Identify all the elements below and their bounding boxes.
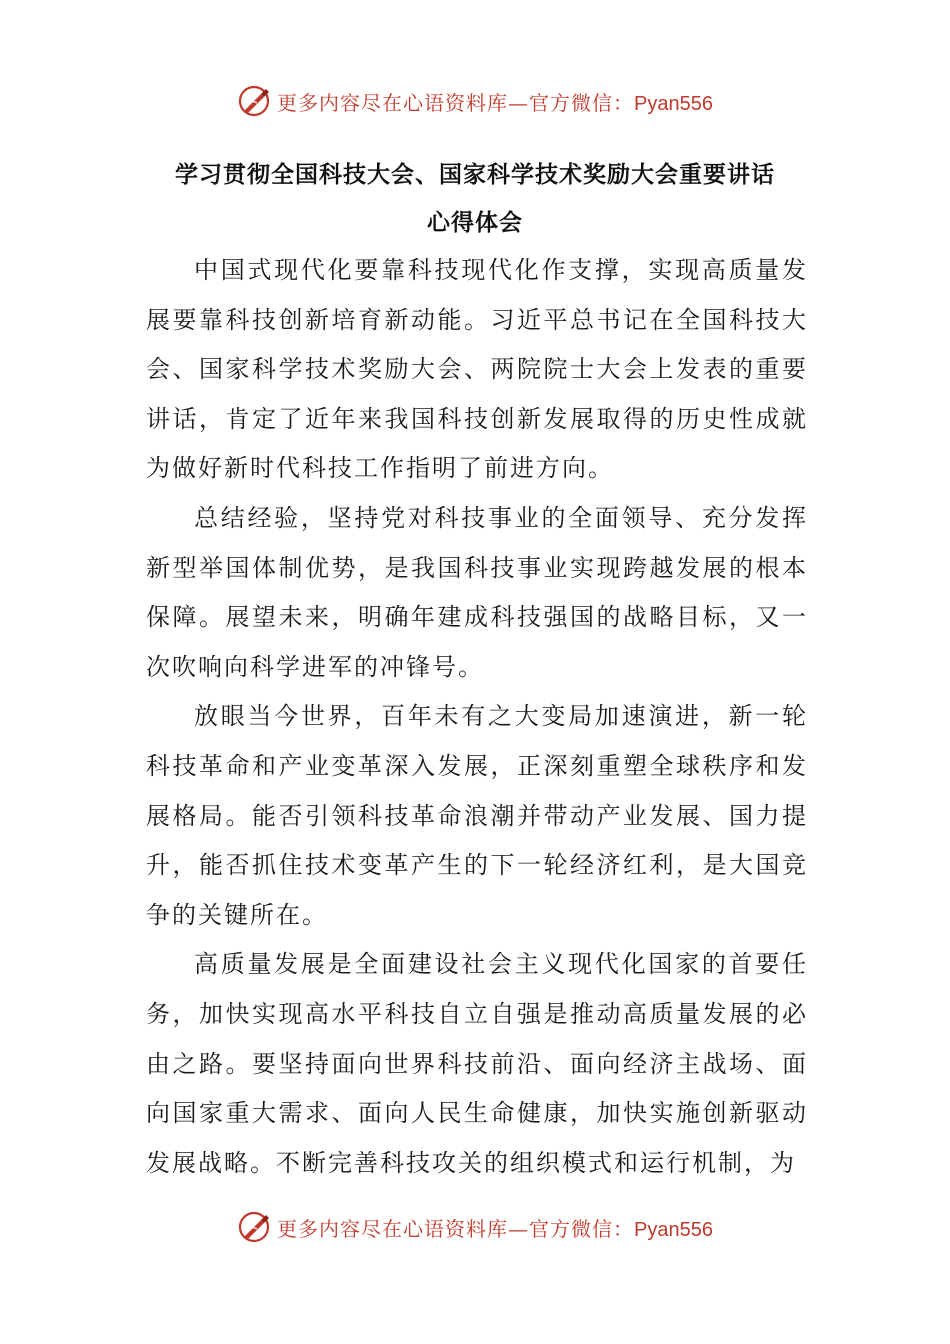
watermark-text: 更多内容尽在心语资料库—官方微信：Pyan556	[277, 1216, 713, 1241]
document-title-line-1: 学习贯彻全国科技大会、国家科学技术奖励大会重要讲话	[175, 162, 775, 188]
document-body	[146, 246, 808, 1188]
paragraph: 高质量发展是全面建设社会主义现代化国家的首要任务，加快实现高水平科技自立自强是推动高质量发展的必由之路。要坚持面向世界科技前沿、面向经济主战场、面向国家重大需求、面向人民生命健康，加快实施创新驱动发展战略。不断完善科技攻关的组织模式和运行机制，为	[146, 950, 808, 1177]
paragraph: 总结经验，坚持党对科技事业的全面领导、充分发挥新型举国体制优势，是我国科技事业实现跨越发展的根本保障。展望未来，明确年建成科技强国的战略目标，又一次吹响向科学进军的冲锋号。	[146, 503, 808, 681]
paragraph: 中国式现代化要靠科技现代化作支撑，实现高质量发展要靠科技创新培育新动能。习近平总书记在全国科技大会、国家科学技术奖励大会、两院院士大会上发表的重要讲话，肯定了近年来我国科技创新发展取得的历史性成就为做好新时代科技工作指明了前进方向。	[146, 256, 808, 483]
pen-logo-icon	[237, 1210, 271, 1244]
header-watermark	[0, 84, 950, 118]
document-title-line-2: 心得体会	[427, 210, 523, 236]
paragraph: 放眼当今世界，百年未有之大变局加速演进，新一轮科技革命和产业变革深入发展，正深刻重塑全球秩序和发展格局。能否引领科技革命浪潮并带动产业发展、国力提升，能否抓住技术变革产生的下一轮经济红利，是大国竞争的关键所在。	[146, 702, 808, 929]
footer-watermark	[0, 1210, 950, 1244]
pen-logo-icon	[237, 84, 271, 118]
watermark-text: 更多内容尽在心语资料库—官方微信：Pyan556	[277, 90, 713, 115]
